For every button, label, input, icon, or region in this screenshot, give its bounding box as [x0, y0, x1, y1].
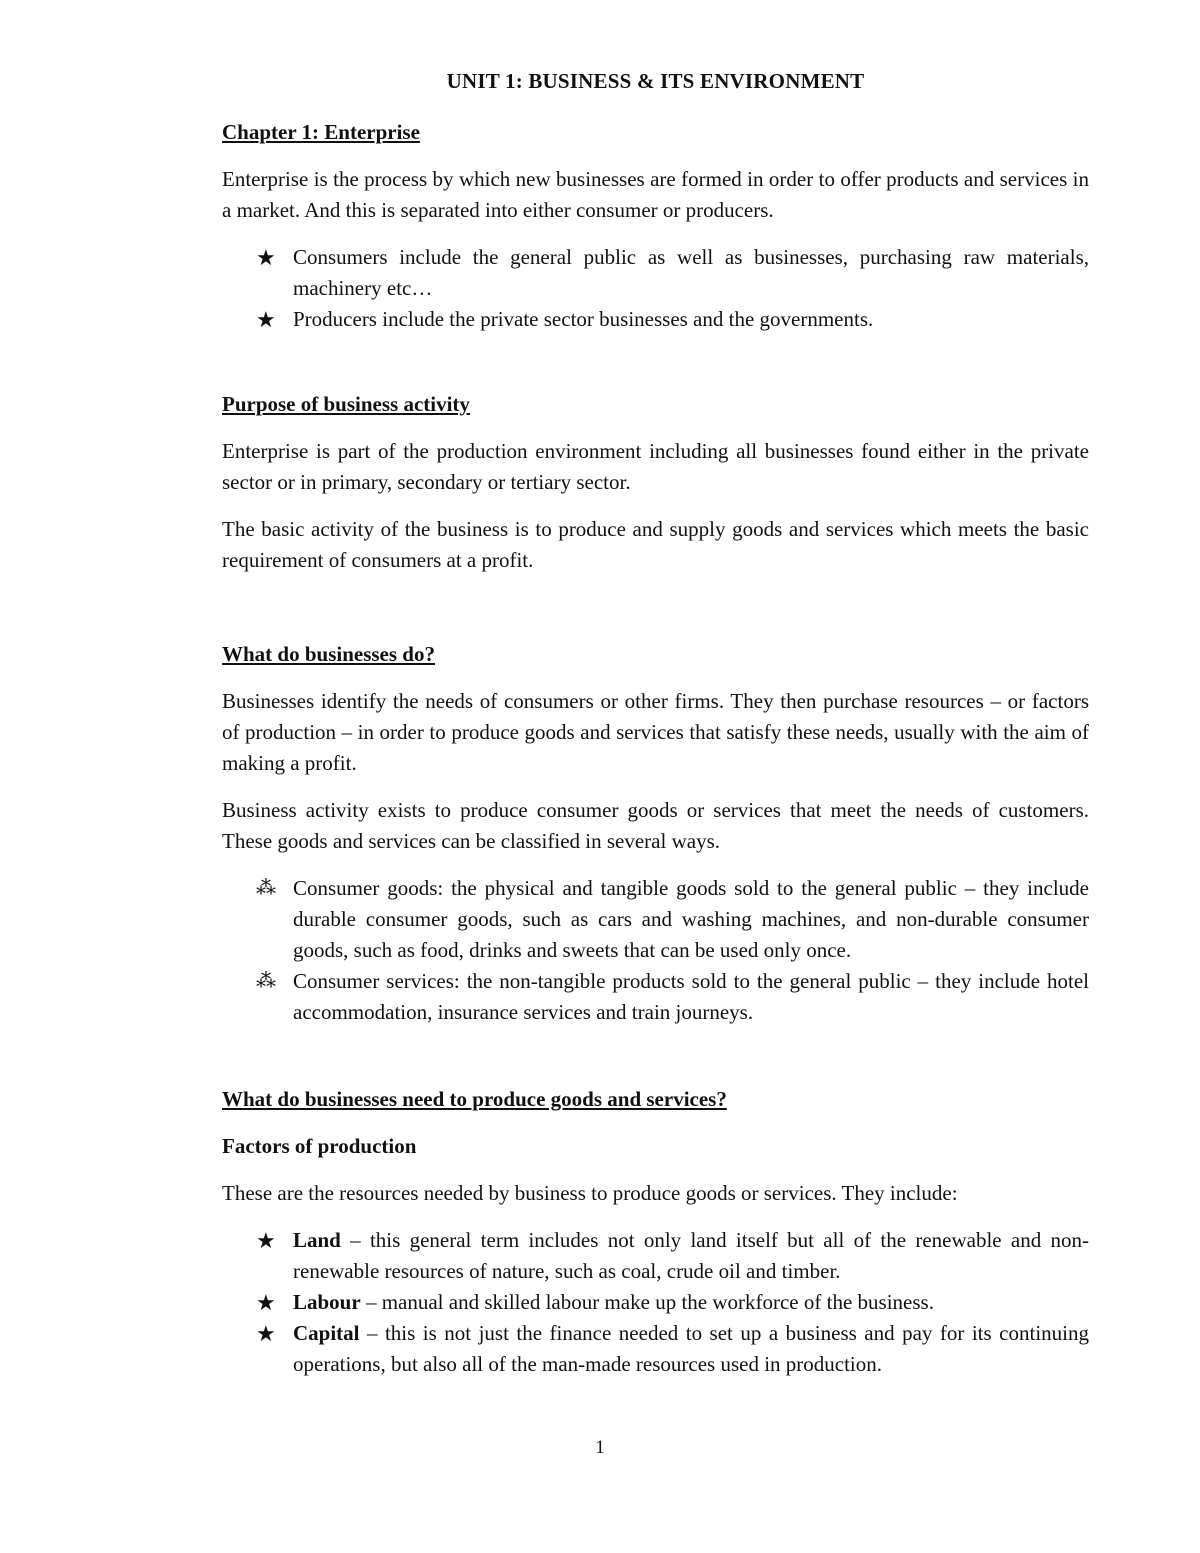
chapter-intro: Enterprise is the process by which new businesses are formed in order to offer products and services in a market. And this is separated into either consumer or producers.	[222, 167, 1089, 222]
what-do-paragraph: Businesses identify the needs of consumers or other firms. They then purchase resources – or factors of production – in order to produce goods and services that satisfy these needs, usually with the aim of making a profit.	[222, 689, 1089, 775]
need-heading: What do businesses need to produce goods and services?	[222, 1087, 727, 1111]
bullet-text: Consumer services: the non-tangible products sold to the general public – they include hotel accommodation, insurance services and train journeys.	[293, 969, 1089, 1024]
purpose-heading: Purpose of business activity	[222, 392, 470, 416]
list-item	[222, 873, 1089, 966]
purpose-paragraph: The basic activity of the business is to produce and supply goods and services which meets the basic requirement of consumers at a profit.	[222, 517, 1089, 572]
bullet-text: Consumer goods: the physical and tangible goods sold to the general public – they include durable consumer goods, such as cars and washing machines, and non-durable consumer goods, such as food, drinks and sweets that can be used only once.	[293, 876, 1089, 962]
factor-term: Capital	[293, 1321, 360, 1345]
asterism-bullet-icon: ⁂	[256, 877, 276, 899]
what-do-heading: What do businesses do?	[222, 642, 435, 666]
what-do-bullet-list	[222, 873, 1089, 1028]
list-item	[222, 242, 1089, 304]
star-bullet-icon: ★	[256, 1321, 276, 1346]
purpose-paragraph: Enterprise is part of the production environment including all businesses found either in the private sector or in primary, secondary or tertiary sector.	[222, 439, 1089, 494]
factor-text: – this general term includes not only land itself but all of the renewable and non-renewable resources of nature, such as coal, crude oil and timber.	[293, 1228, 1089, 1283]
star-bullet-icon: ★	[256, 245, 276, 270]
unit-title: UNIT 1: BUSINESS & ITS ENVIRONMENT	[446, 69, 865, 93]
factor-term: Land	[293, 1228, 341, 1252]
star-bullet-icon: ★	[256, 307, 276, 332]
chapter-heading: Chapter 1: Enterprise	[222, 120, 420, 144]
factors-subheading: Factors of production	[222, 1134, 417, 1158]
chapter-bullet-list	[222, 242, 1089, 335]
list-item	[222, 1225, 1089, 1287]
bullet-text: Producers include the private sector businesses and the governments.	[293, 307, 874, 331]
bullet-text: Consumers include the general public as well as businesses, purchasing raw materials, machinery etc…	[293, 245, 1089, 300]
factor-text: – manual and skilled labour make up the workforce of the business.	[360, 1290, 934, 1314]
page-number: 1	[595, 1437, 605, 1458]
asterism-bullet-icon: ⁂	[256, 970, 276, 992]
list-item	[222, 966, 1089, 1028]
factor-term: Labour	[293, 1290, 361, 1314]
factors-intro: These are the resources needed by business to produce goods or services. They include:	[222, 1181, 958, 1205]
factor-text: – this is not just the finance needed to set up a business and pay for its continuing operations, but also all of the man-made resources used in production.	[293, 1321, 1089, 1376]
list-item	[222, 1287, 1089, 1318]
document-page	[222, 66, 1089, 1396]
factors-list	[222, 1225, 1089, 1380]
star-bullet-icon: ★	[256, 1228, 276, 1253]
what-do-paragraph: Business activity exists to produce consumer goods or services that meet the needs of customers. These goods and services can be classified in several ways.	[222, 798, 1089, 853]
list-item	[222, 1318, 1089, 1380]
list-item	[222, 304, 1089, 335]
star-bullet-icon: ★	[256, 1290, 276, 1315]
